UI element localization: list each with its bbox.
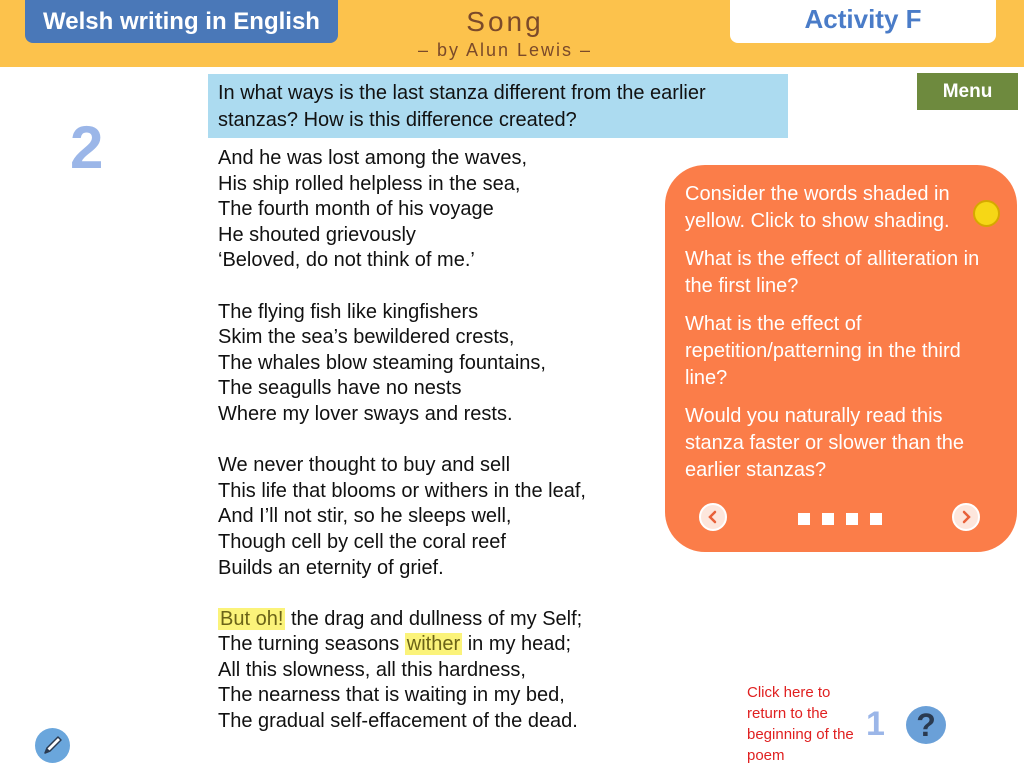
poem-text: [218, 146, 586, 760]
poem-line: Skim the sea’s bewildered crests,: [218, 326, 515, 349]
poem-line: Though cell by cell the coral reef: [218, 530, 506, 553]
pencil-glyph: [35, 728, 70, 763]
poem-line: The fourth month of his voyage: [218, 198, 494, 221]
question-box: [208, 74, 788, 138]
stanza-1: [218, 146, 586, 274]
next-arrow-button[interactable]: [952, 503, 980, 531]
page-dot[interactable]: [846, 513, 858, 525]
panel-question: What is the effect of repetition/patterning in the third line?: [685, 313, 961, 389]
poem-author: – by Alun Lewis –: [417, 40, 593, 60]
stanza-2: [218, 300, 586, 428]
chevron-left-icon: [705, 509, 721, 525]
poem-title: Song: [466, 6, 544, 37]
prompt-panel: [665, 165, 1017, 552]
panel-question: Consider the words shaded in yellow. Click to show shading.: [685, 183, 950, 232]
line-text: the drag and dullness of my Self;: [285, 607, 583, 630]
poem-line: His ship rolled helpless in the sea,: [218, 172, 521, 195]
question-line: stanzas? How is this difference created?: [218, 109, 577, 131]
poem-line: We never thought to buy and sell: [218, 454, 511, 477]
poem-line: And I’ll not stir, so he sleeps well,: [218, 505, 512, 528]
highlighted-word: wither: [406, 633, 461, 656]
page-number[interactable]: 1: [866, 705, 885, 743]
poem-line: This life that blooms or withers in the leaf,: [218, 479, 586, 502]
page-dots: [798, 513, 882, 525]
panel-question: What is the effect of alliteration in the first line?: [685, 248, 980, 297]
chevron-right-icon: [958, 509, 974, 525]
menu-button[interactable]: Menu: [917, 73, 1018, 110]
help-icon[interactable]: ?: [906, 706, 946, 744]
panel-questions: [685, 181, 1000, 495]
panel-question: Would you naturally read this stanza faster or slower than the earlier stanzas?: [685, 405, 965, 481]
line-text: in my head;: [462, 633, 572, 656]
page-dot[interactable]: [870, 513, 882, 525]
show-shading-button[interactable]: [973, 200, 1000, 227]
header-bar: [0, 0, 1024, 67]
stanza-4: [218, 607, 586, 735]
page-dot[interactable]: [822, 513, 834, 525]
question-line: In what ways is the last stanza different from the earlier: [218, 82, 706, 104]
activity-label: Activity F: [730, 0, 996, 43]
poem-line: He shouted grievously: [218, 223, 416, 246]
poem-line: ‘Beloved, do not think of me.’: [218, 249, 475, 272]
poem-line: And he was lost among the waves,: [218, 147, 528, 169]
poem-line: The whales blow steaming fountains,: [218, 351, 546, 374]
poem-line: The nearness that is waiting in my bed,: [218, 684, 565, 707]
poem-line: The seagulls have no nests: [218, 377, 462, 400]
poem-line: Where my lover sways and rests.: [218, 402, 513, 425]
back-to-start-link[interactable]: Click here to return to the beginning of the poem: [747, 684, 854, 764]
pencil-icon[interactable]: [35, 728, 70, 763]
poem-line: Builds an eternity of grief.: [218, 556, 444, 579]
brand-button[interactable]: Welsh writing in English: [25, 0, 338, 43]
stanza-3: [218, 453, 586, 581]
page-dot[interactable]: [798, 513, 810, 525]
poem-line: The flying fish like kingfishers: [218, 300, 479, 323]
poem-line: [218, 632, 586, 658]
highlighted-word: But oh!: [220, 607, 284, 630]
poem-line: [218, 607, 586, 633]
prev-arrow-button[interactable]: [699, 503, 727, 531]
line-text: The turning seasons: [218, 633, 405, 656]
poem-line: All this slowness, all this hardness,: [218, 658, 526, 681]
stanza-number: 2: [70, 114, 104, 181]
poem-line: The gradual self-effacement of the dead.: [218, 710, 578, 733]
